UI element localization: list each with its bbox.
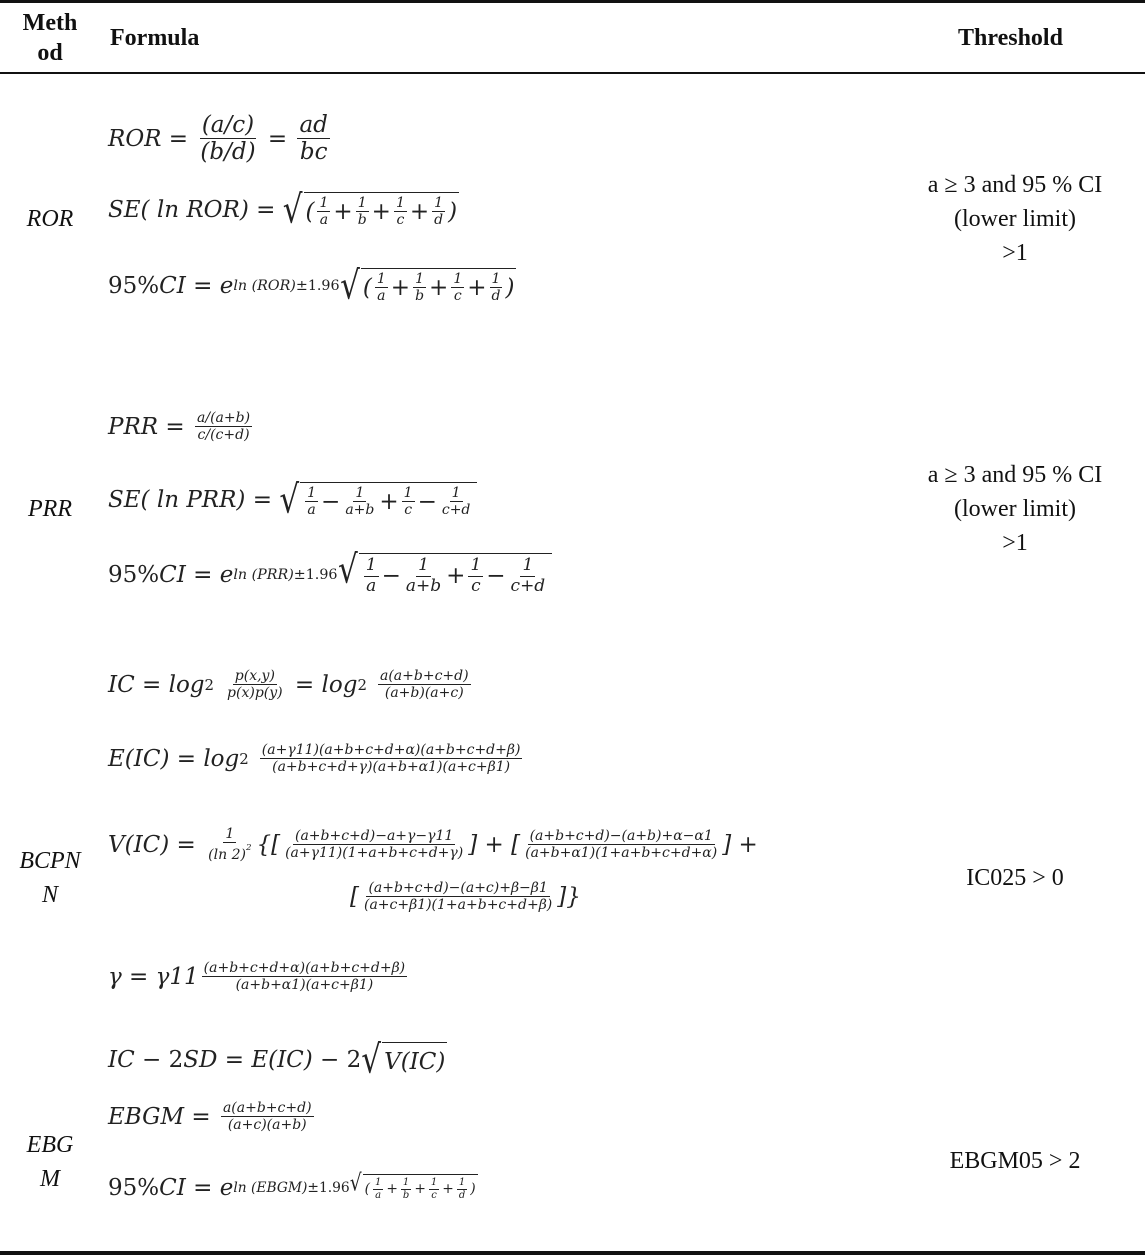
method-bcpnn [8,844,92,912]
gamma-formula: γ = γ11 $\frac{(a+b+c+d+\alpha)(a+b+c+d+\beta)}{(a+b+\alpha 1)(a+c+\beta 1)}$ [108,960,406,994]
threshold-prr-line2: (lower limit) [954,496,1076,522]
threshold-ror [885,168,1145,270]
ebgm-ci-formula: 95% CI = e ln (EBGM) ±1.96 √ ( 1 a + 1 b + 1 c + 1 d ) [108,1170,476,1201]
method-ror: ROR [26,206,74,232]
method-prr: PRR [28,496,72,522]
method-header-line2: od [37,40,63,66]
prr-formula: PRR = $\frac{a/(a+b)}{c/(c+d)}$ [108,410,251,444]
formula-header: Formula [110,25,200,51]
threshold-prr-line1: a ≥ 3 and 95 % CI [927,462,1103,488]
method-header-line1: Meth [22,10,78,36]
threshold-bcpnn: IC025 > 0 [966,865,1064,891]
method-header [0,8,100,68]
method-ebgm-line2: M [40,1166,60,1192]
threshold-ror-line3: >1 [1002,240,1028,266]
threshold-header: Threshold [958,25,1063,51]
ror-se-formula: SE( ln ROR) = √ ( 1 a + 1 b + 1 c + 1 d ) [108,187,458,233]
header-rule [0,72,1145,74]
variance-ic-formula: V(IC) = $\frac{1}{(\ln 2)^2}$ {[ (a+b+c+d)−a+γ−γ11 (a+γ11)(1+a+b+c+d+γ) ] + [ $\frac{(a+b+c+d)-(a+b)+\alpha-\alpha 1}{(a+b+\alpha 1)(1+a+b+c+d+\alpha)}$ ] + [108,826,758,864]
method-bcpnn-line1: BCPN [19,848,81,874]
bottom-rule [0,1251,1145,1255]
threshold-ebgm: EBGM05 > 2 [949,1148,1081,1174]
prr-se-formula: SE( ln PRR) = √ 1 a − 1 a+b + 1 c − 1 c+d [108,482,477,518]
threshold-ror-line1: a ≥ 3 and 95 % CI [927,172,1103,198]
top-rule [0,0,1145,3]
ic-formula: IC = log 2 $\frac{p(x,y)}{p(x)p(y)}$ = log 2 a(a+b+c+d) (a+b)(a+c) [108,668,469,702]
threshold-prr [885,458,1145,560]
threshold-prr-line3: >1 [1002,530,1028,556]
method-ebgm-line1: EBG [26,1132,74,1158]
expected-ic-formula: E(IC) = log 2 (a+γ11)(a+b+c+d+α)(a+b+c+d+β) (a+b+c+d+γ)(a+b+α1)(a+c+β1) [108,742,521,776]
prr-ci-formula: 95% CI = e ln (PRR) ±1.96 √ 1 a − 1 a+b + 1 c − 1 c+d [108,553,552,596]
method-bcpnn-line2: N [41,882,58,908]
method-ebgm [8,1128,92,1196]
variance-ic-formula-cont: [ (a+b+c+d)−(a+c)+β−β1 (a+c+β1)(1+a+b+c+d+β) ]} [350,880,581,914]
threshold-ror-line2: (lower limit) [954,206,1076,232]
ror-ci-formula: 95% CI = e ln (ROR) ±1.96 √ ( 1 a + 1 b + 1 c + 1 d ) [108,263,515,309]
ror-formula: ROR = $\frac{(a/c)}{(b/d)}$ = $\frac{ad}{bc}$ [108,112,328,166]
ebgm-formula: EBGM = $\frac{a(a+b+c+d)}{(a+c)(a+b)}$ [108,1100,312,1134]
ic-2sd-formula: IC − 2 SD = E(IC) − 2 √ V(IC) [108,1037,446,1083]
